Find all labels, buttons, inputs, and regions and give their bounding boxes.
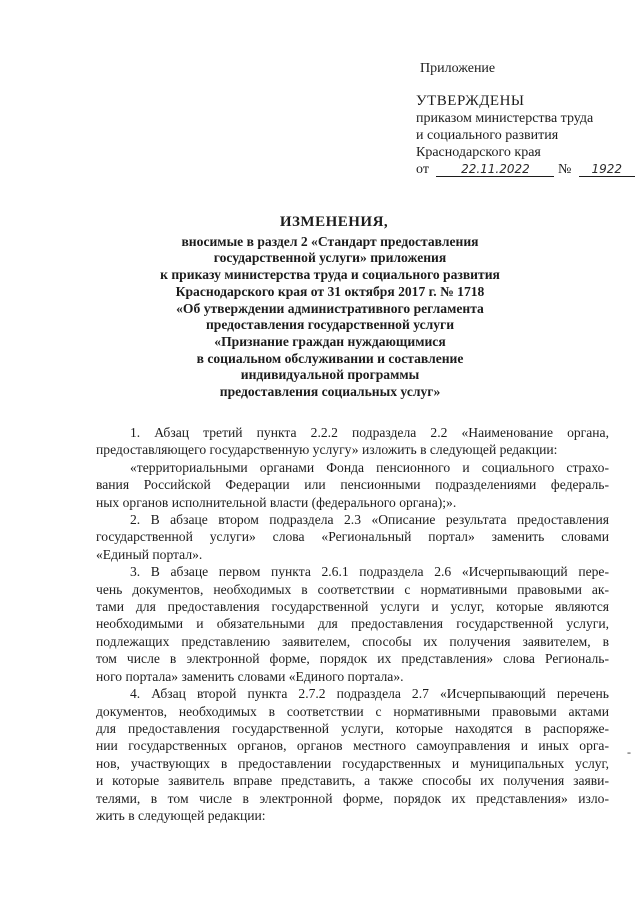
title-line: Краснодарского края от 31 октября 2017 г. № 1718 [175, 283, 485, 299]
document-body [96, 424, 609, 824]
text-line: 4. Абзац второй пункта 2.7.2 подраздела 2.7 «Исчерпывающий перечень [130, 686, 609, 702]
title-line: вносимые в раздел 2 «Стандарт предоставления [181, 233, 479, 249]
title-line: предоставления социальных услуг» [219, 384, 441, 400]
approval-line: и социального развития [416, 128, 559, 143]
text-line: 3. В абзаце первом пункта 2.6.1 подраздела 2.6 «Исчерпывающий пере- [130, 564, 609, 580]
margin-mark: - [627, 745, 631, 759]
text-line: нов, участвующих в предоставлении государственных и муниципальных услуг, [96, 755, 609, 771]
handwritten-number: 1922 [579, 162, 635, 177]
text-line: и которые заявитель вправе представить, а также способы их получения заяви- [96, 773, 609, 789]
date-prefix: от [416, 162, 429, 177]
text-line: тами для предоставления государственной услуги и услуг, которые являются [96, 599, 609, 615]
text-line: подлежащих представлению заявителем, способы их получения заявителем, в [96, 633, 609, 649]
paragraph-3 [96, 511, 609, 563]
text-line: вания Российской Федерации или пенсионными подразделениями федераль- [96, 477, 609, 493]
text-line: «территориальными органами Фонда пенсионного и социального страхо- [130, 459, 609, 475]
text-line: для предоставления государственной услуги, которые находятся в распоряже- [96, 720, 609, 736]
approval-date-row [416, 161, 626, 178]
title-line: «Об утверждении административного регламента [176, 300, 484, 316]
title-heading: ИЗМЕНЕНИЯ, [279, 214, 389, 230]
text-line: 2. В абзаце втором подраздела 2.3 «Описание результата предоставления [130, 512, 609, 528]
text-line: государственной услуги» слова «Региональный портал» заменить словами [96, 529, 609, 545]
text-line: ного портала» заменить словами «Единого портала». [96, 668, 404, 684]
text-line: телями, в том числе в электронной форме, порядок их представления» изло- [96, 790, 609, 806]
approved-label: УТВЕРЖДЕНЫ [416, 93, 525, 109]
handwritten-date: 22.11.2022 [436, 162, 554, 177]
title-line: предоставления государственной услуги [205, 317, 455, 333]
approval-line: приказом министерства труда [416, 111, 594, 126]
document-title [130, 214, 530, 401]
text-line: нии государственных органов, органов местного самоуправления и иных орга- [96, 738, 609, 754]
text-line: документов, необходимых в соответствии с нормативными правовыми актами [96, 703, 609, 719]
paragraph-1 [96, 424, 609, 459]
appendix-label: Приложение [420, 61, 496, 76]
paragraph-2 [96, 459, 609, 511]
paragraph-4 [96, 563, 609, 685]
text-line: чень документов, необходимых в соответствии с нормативными правовыми ак- [96, 581, 609, 597]
text-line: ных органов исполнительной власти (федерального органа);». [96, 494, 457, 510]
number-prefix: № [557, 162, 572, 177]
title-line: индивидуальной программы [240, 367, 420, 383]
text-line: предоставляющего государственную услугу» изложить в следующей редакции: [96, 442, 558, 458]
title-line: в социальном обслуживании и составление [196, 350, 464, 366]
text-line: 1. Абзац третий пункта 2.2.2 подраздела 2.2 «Наименование органа, [130, 425, 609, 440]
text-line: «Единый портал». [96, 546, 203, 562]
approval-block [416, 60, 626, 178]
text-line: жить в следующей редакции: [96, 807, 266, 823]
title-line: государственной услуги» приложения [213, 250, 447, 266]
text-line: том числе в электронной форме, порядок их представления» слова Региональ- [96, 651, 609, 667]
text-line: необходимыми и обязательными для предоставления государственной услуги, [96, 616, 609, 632]
title-line: к приказу министерства труда и социального развития [160, 267, 500, 283]
title-line: «Признание граждан нуждающимися [214, 333, 446, 349]
paragraph-5 [96, 685, 609, 824]
approval-line: Краснодарского края [416, 145, 541, 160]
